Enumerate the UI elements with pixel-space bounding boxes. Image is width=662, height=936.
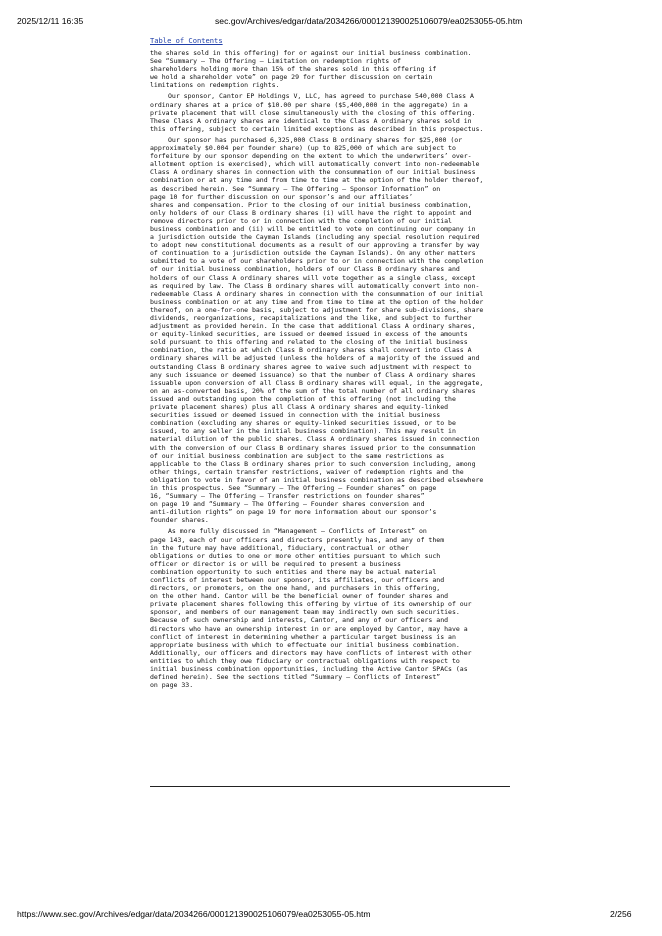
paragraph-private-placement: Our sponsor, Cantor EP Holdings V, LLC, has agreed to purchase 540,000 Class A ordinary shares at a price of $10.00 per share ($5,400,000 in the aggregate) in a private placement that will close simultaneously with the closing of this offering. These Class A ordinary shares are identical to the Class A ordinary shares sold in this offering, subject to certain limited exceptions as described in this prospectus. (150, 92, 484, 133)
section-divider (150, 786, 510, 787)
print-page-counter: 2/256 (610, 909, 632, 919)
paragraph-redemption-limitation: the shares sold in this offering) for or against our initial business combination. See “Summary — The Offering — Limitation on redemption rights of shareholders holding more than 15% of the shares sold in this offering if we hold a shareholder vote” on page 29 for further discussion on certain limitations on redemption rights. (150, 49, 472, 90)
print-timestamp: 2025/12/11 16:35 (17, 16, 84, 26)
print-url: https://www.sec.gov/Archives/edgar/data/2034266/000121390025106079/ea0253055-05.htm (17, 909, 371, 919)
paragraph-founder-shares: Our sponsor has purchased 6,325,000 Class B ordinary shares for $25,000 (or approximately $0.004 per founder share) (up to 825,000 of which are subject to forfeiture by our sponsor depending on the extent to which the underwriters’ over- allotment option is exercised), which will automatically convert into non-redeemable Class A ordinary shares in connection with the consummation of our initial business combination or at any time and from time to time at the option of the holder thereof, as described herein. See “Summary — The Offering — Sponsor Information” on page 10 for further discussion on our sponsor’s and our affiliates’ shares and compensation. Prior to the closing of our initial business combination, only holders of our Class B ordinary shares (i) will have the right to appoint and remove directors prior to or in connection with the completion of our initial business combination and (ii) will be entitled to vote on continuing our company in a jurisdiction outside the Cayman Islands (including any special resolution required to adopt new constitutional documents as a result of our approving a transfer by way of continuation to a jurisdiction outside the Cayman Islands). On any other matters submitted to a vote of our shareholders prior to or in connection with the completion of our initial business combination, holders of our Class B ordinary shares and holders of our Class A ordinary shares will vote together as a single class, except as required by law. The Class B ordinary shares will automatically convert into non- redeemable Class A ordinary shares in connection with the consummation of our initial business combination or at any time and from time to time at the option of the holder thereof, on a one-for-one basis, subject to adjustment for share sub-divisions, share dividends, reorganizations, recapitalizations and the like, and subject to further adjustment as provided herein. In the case that additional Class A ordinary shares, or equity-linked securities, are issued or deemed issued in excess of the amounts sold pursuant to this offering and related to the closing of the initial business combination, the ratio at which Class B ordinary shares shall convert into Class A ordinary shares will be adjusted (unless the holders of a majority of the issued and outstanding Class B ordinary shares agree to waive such adjustment with respect to any such issuance or deemed issuance) so that the number of Class A ordinary shares issuable upon conversion of all Class B ordinary shares will equal, in the aggregate, on an as-converted basis, 20% of the sum of the total number of all ordinary shares issued and outstanding upon the completion of this offering (not including the private placement shares) plus all Class A ordinary shares and equity-linked securities issued or deemed issued in connection with the initial business combination (excluding any shares or equity-linked securities issued, or to be issued, to any seller in the initial business combination). This may result in material dilution of the public shares. Class A ordinary shares issued in connection with the conversion of our Class B ordinary shares issued prior to the consummation of our initial business combination are subject to the same restrictions as applicable to the Class B ordinary shares prior to such conversion including, among other things, certain transfer restrictions, waiver of redemption rights and the obligation to vote in favor of an initial business combination as described elsewhere in this prospectus. See “Summary — The Offering — Founder shares” on page 16, “Summary — The Offering — Transfer restrictions on founder shares” on page 19 and “Summary — The Offering — Founder shares conversion and anti-dilution rights” on page 19 for more information about our sponsor’s founder shares. (150, 135, 484, 525)
print-page-title: sec.gov/Archives/edgar/data/2034266/000121390025106079/ea0253055-05.htm (215, 16, 523, 26)
table-of-contents-link[interactable]: Table of Contents (150, 36, 223, 45)
document-body (150, 36, 512, 692)
paragraph-conflicts-of-interest: As more fully discussed in “Management — Conflicts of Interest” on page 143, each of our officers and directors presently has, and any of them in the future may have additional, fiduciary, contractual or other obligations or duties to one or more other entities pursuant to which such officer or director is or will be required to present a business combination opportunity to such entities and there may be actual material conflicts of interest between our sponsor, its affiliates, our officers and directors, or promoters, on the one hand, and purchasers in this offering, on the other hand. Cantor will be the beneficial owner of founder shares and private placement shares following this offering by virtue of its ownership of our sponsor, and members of our management team may indirectly own such securities. Because of such ownership and interests, Cantor, and any of our officers and directors who have an ownership interest in or are employed by Cantor, may have a conflict of interest in determining whether a particular target business is an appropriate business with which to effectuate our initial business combination. Additionally, our officers and directors may have conflicts of interest with other entities to which they owe fiduciary or contractual obligations with respect to initial business combination opportunities, including the Active Cantor SPACs (as defined herein). See the sections titled “Summary — Conflicts of Interest” on page 33. (150, 527, 472, 690)
